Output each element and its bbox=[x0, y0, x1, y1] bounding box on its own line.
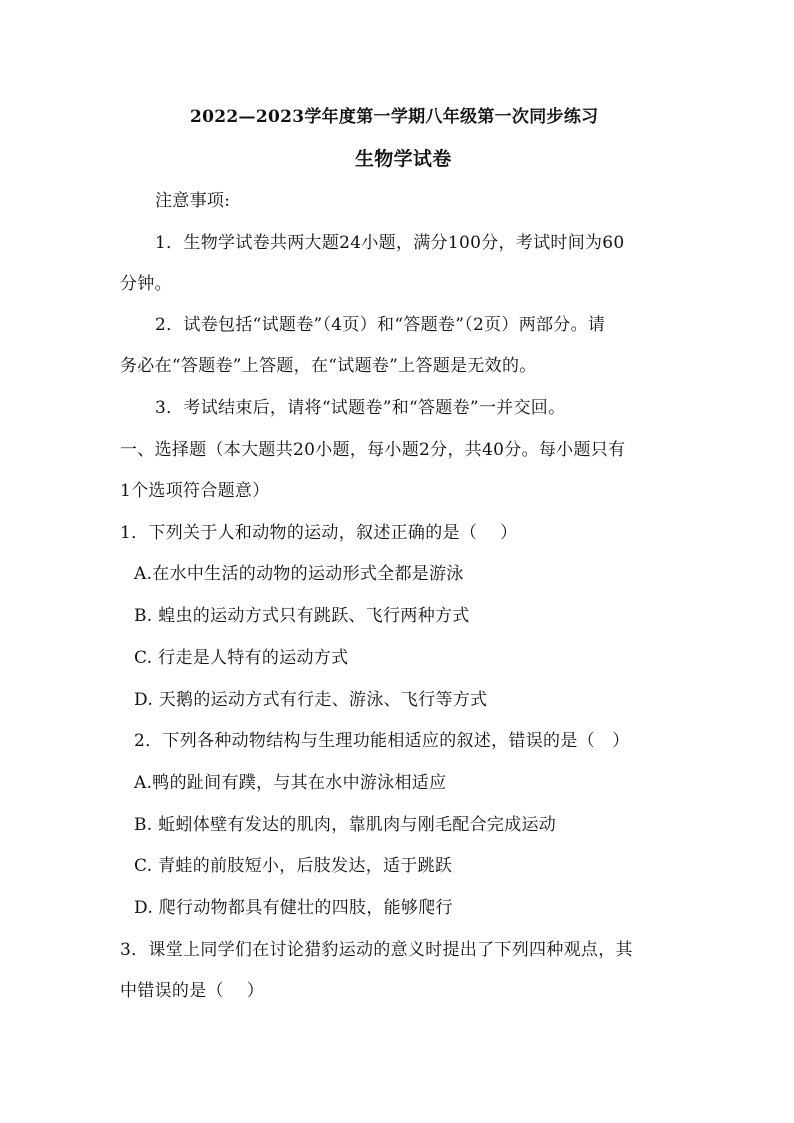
notice-item-3: 3．考试结束后，请将“试题卷”和“答题卷”一并交回。 bbox=[155, 398, 566, 418]
notice-heading: 注意事项: bbox=[155, 191, 231, 211]
notice-item-2-line-2: 务必在“答题卷”上答题，在“试题卷”上答题是无效的。 bbox=[120, 356, 537, 376]
question-1-stem: 1．下列关于人和动物的运动，叙述正确的是（ ） bbox=[120, 523, 518, 543]
exam-title: 2022—2023学年度第一学期八年级第一次同步练习 bbox=[190, 107, 599, 127]
question-2-stem: 2．下列各种动物结构与生理功能相适应的叙述，错误的是（ ） bbox=[134, 731, 630, 751]
question-2-option-c: C. 青蛙的前肢短小，后肢发达，适于跳跃 bbox=[134, 856, 453, 876]
section-heading-line-2: 1个选项符合题意） bbox=[120, 481, 270, 501]
question-2-option-d: D. 爬行动物都具有健壮的四肢，能够爬行 bbox=[134, 898, 453, 918]
notice-item-1-line-1: 1．生物学试卷共两大题24小题，满分100分，考试时间为60 bbox=[155, 233, 625, 253]
question-2-option-a: A.鸭的趾间有蹼，与其在水中游泳相适应 bbox=[134, 773, 447, 793]
question-3-stem-line-1: 3．课堂上同学们在讨论猎豹运动的意义时提出了下列四种观点，其 bbox=[120, 940, 633, 960]
notice-item-2-line-1: 2．试卷包括“试题卷”（4页）和“答题卷”（2页）两部分。请 bbox=[155, 315, 606, 335]
question-1-option-b: B. 蝗虫的运动方式只有跳跃、飞行两种方式 bbox=[134, 606, 470, 626]
question-1-option-d: D. 天鹅的运动方式有行走、游泳、飞行等方式 bbox=[134, 690, 488, 710]
exam-subtitle: 生物学试卷 bbox=[355, 148, 452, 170]
section-heading-line-1: 一、选择题（本大题共20小题，每小题2分，共40分。每小题只有 bbox=[120, 440, 626, 460]
question-1-option-c: C. 行走是人特有的运动方式 bbox=[134, 648, 349, 668]
question-3-stem-line-2: 中错误的是（ ） bbox=[120, 981, 265, 1001]
question-1-option-a: A.在水中生活的动物的运动形式全都是游泳 bbox=[134, 564, 464, 584]
notice-item-1-line-2: 分钟。 bbox=[120, 274, 172, 294]
question-2-option-b: B. 蚯蚓体壁有发达的肌肉，靠肌肉与刚毛配合完成运动 bbox=[134, 815, 557, 835]
